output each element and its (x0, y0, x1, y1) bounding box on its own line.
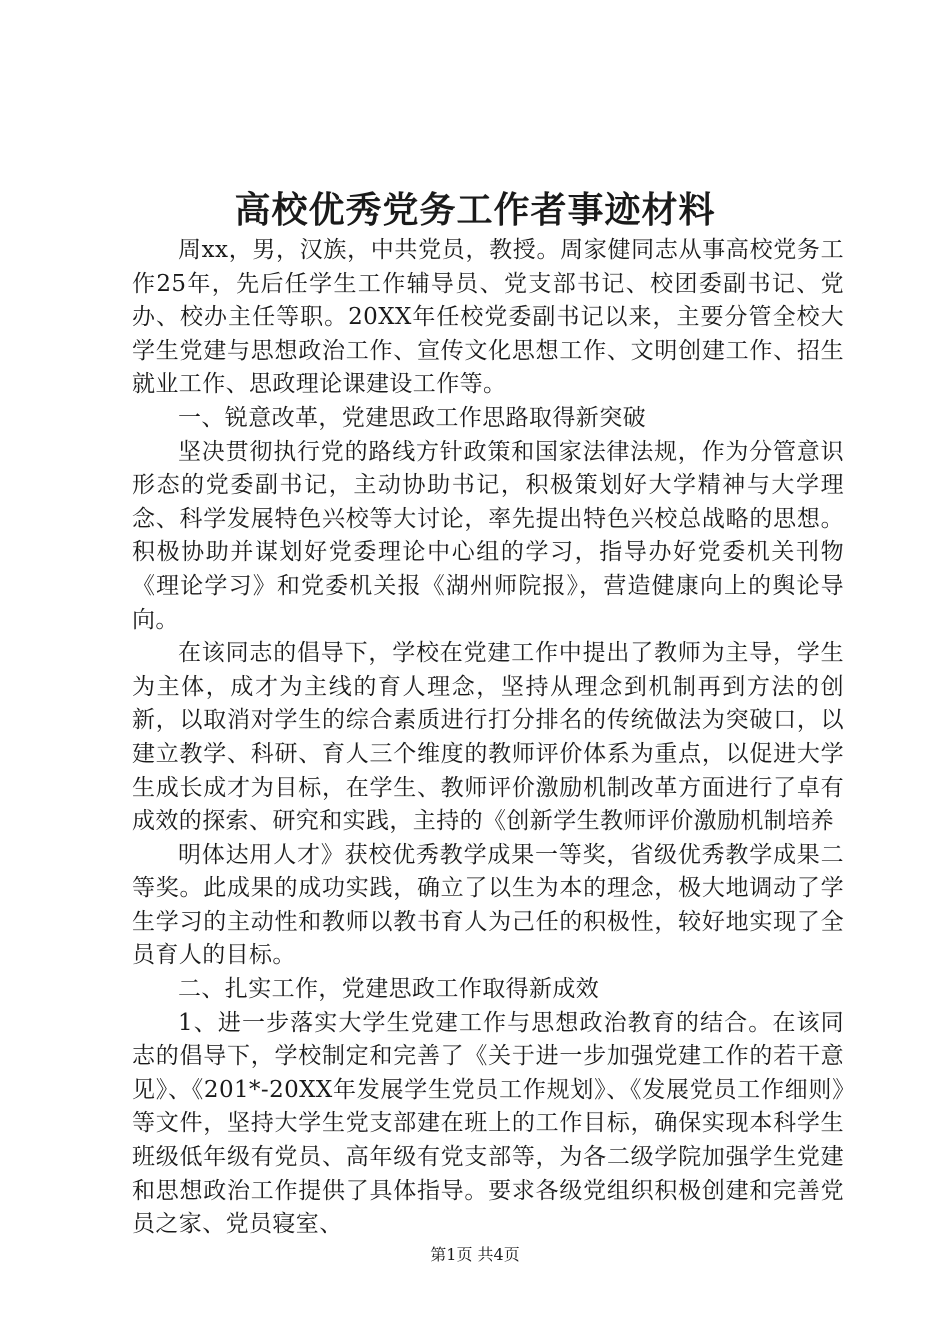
section-heading-1: 一、锐意改革，党建思政工作思路取得新突破 (178, 404, 646, 431)
paragraph-intro: 周xx，男，汉族，中共党员，教授。周家健同志从事高校党务工作25年，先后任学生工作辅导员、党支部书记、校团委副书记、党办、校办主任等职。20XX年任校党委副书记以来，主要分管全校大学生党建与思想政治工作、宣传文化思想工作、文明创建工作、招生就业工作、思政理论课建设工作等。 (132, 237, 844, 398)
document-title: 高校优秀党务工作者事迹材料 (234, 189, 716, 231)
paragraph: 坚决贯彻执行党的路线方针政策和国家法律法规，作为分管意识形态的党委副书记，主动协助书记，积极策划好大学精神与大学理念、科学发展特色兴校等大讨论，率先提出特色兴校总战略的思想。积极协助并谋划好党委理论中心组的学习，指导办好党委机关刊物《理论学习》和党委机关报《湖州师院报》，营造健康向上的舆论导向。 (132, 438, 844, 633)
paragraph: 在该同志的倡导下，学校在党建工作中提出了教师为主导，学生为主体，成才为主线的育人理念，坚持从理念到机制再到方法的创新，以取消对学生的综合素质进行打分排名的传统做法为突破口，以建立教学、科研、育人三个维度的教师评价体系为重点，以促进大学生成长成才为目标，在学生、教师评价激励机制改革方面进行了卓有成效的探索、研究和实践，主持的《创新学生教师评价激励机制培养 (132, 640, 844, 835)
paragraph: 1、进一步落实大学生党建工作与思想政治教育的结合。在该同志的倡导下，学校制定和完善了《关于进一步加强党建工作的若干意见》、《201*-20XX年发展学生党员工作规划》、《发展党员工作细则》等文件，坚持大学生党支部建在班上的工作目标，确保实现本科学生班级低年级有党员、高年级有党支部等，为各二级学院加强学生党建和思想政治工作提供了具体指导。要求各级党组织积极创建和完善党员之家、党员寝室、 (132, 1009, 844, 1238)
section-heading-2: 二、扎实工作，党建思政工作取得新成效 (178, 976, 600, 1003)
page-number-footer: 第1页 共4页 (430, 1245, 520, 1264)
document-body (132, 234, 844, 1242)
paragraph: 明体达用人才》获校优秀教学成果一等奖，省级优秀教学成果二等奖。此成果的成功实践，确立了以生为本的理念，极大地调动了学生学习的主动性和教师以教书育人为己任的积极性，较好地实现了全员育人的目标。 (132, 841, 844, 969)
